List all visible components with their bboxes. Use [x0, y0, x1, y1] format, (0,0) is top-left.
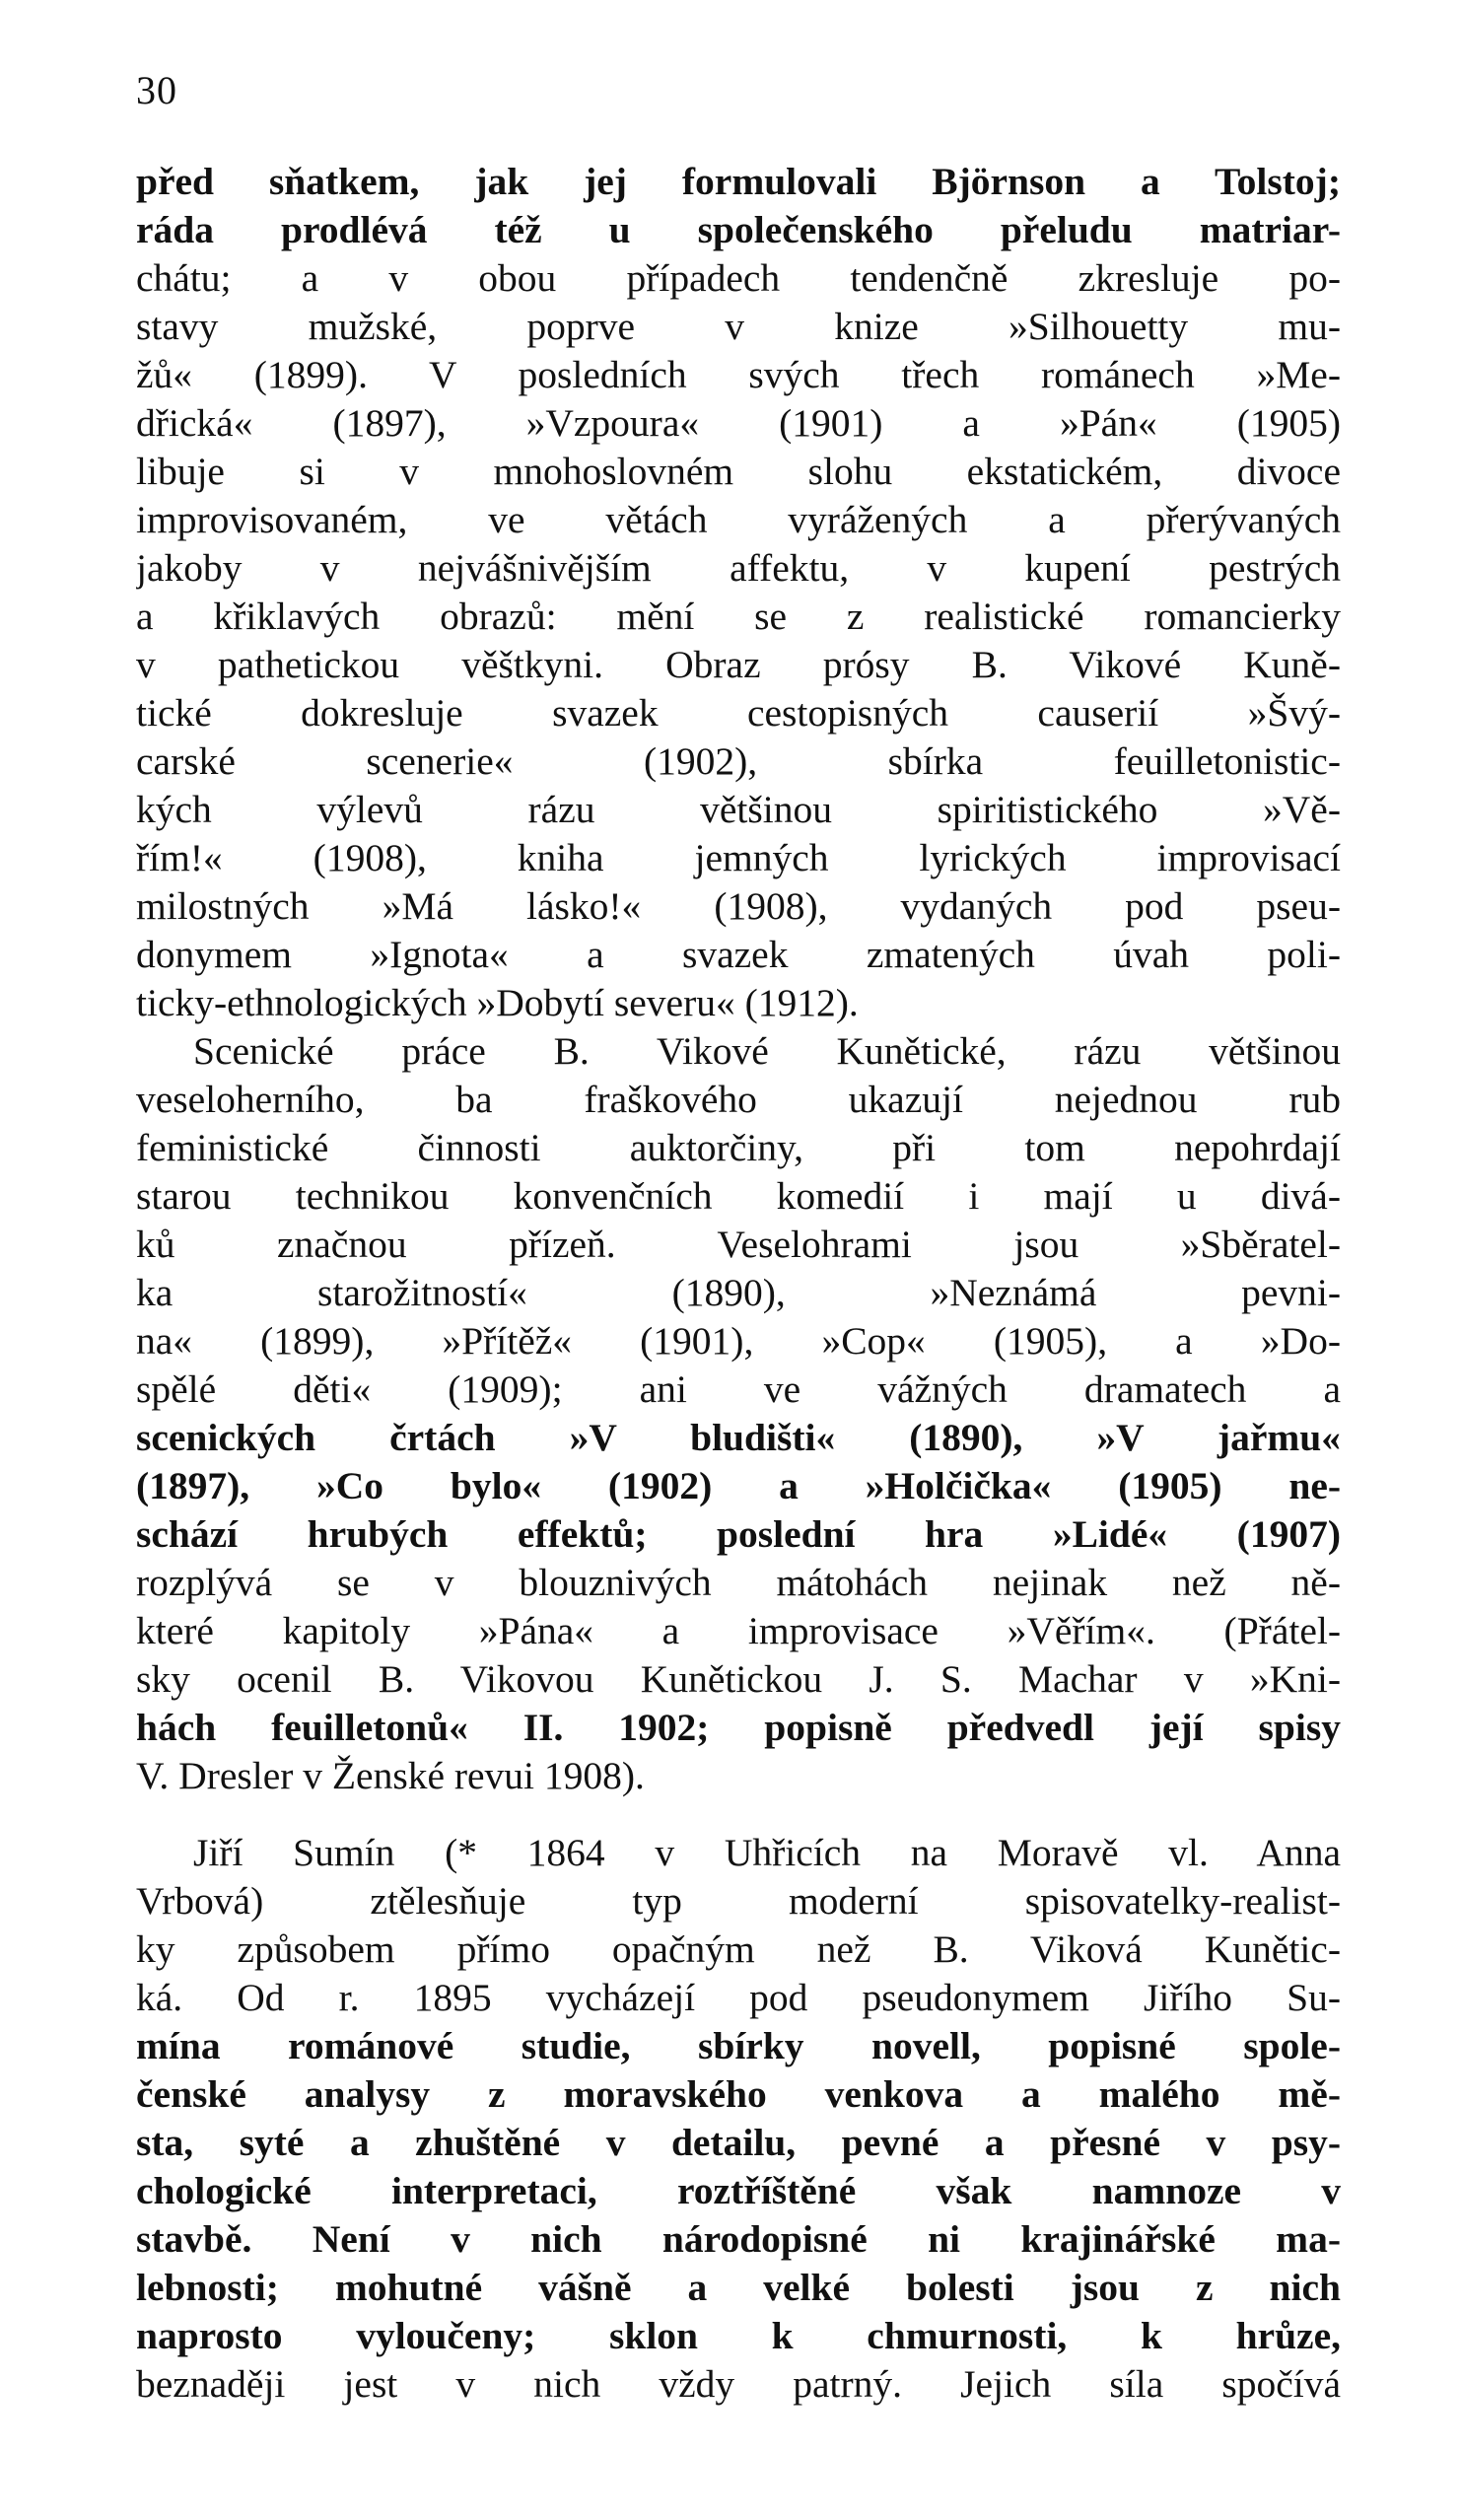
text-line: starou technikou konvenčních komedií i mají u divá-	[136, 1174, 1341, 1218]
text-line: naprosto vyloučeny; sklon k chmurnosti, k hrůze,	[136, 2314, 1341, 2357]
text-line: Jiří Sumín (* 1864 v Uhřicích na Moravě vl. Anna	[193, 1831, 1341, 1874]
text-line: Scenické práce B. Vikové Kunětické, rázu většinou	[193, 1029, 1341, 1073]
text-line: Vrbová) ztělesňuje typ moderní spisovatelky-realist-	[136, 1879, 1341, 1923]
text-line: scenických črtách »V bludišti« (1890), »V jařmu«	[136, 1416, 1341, 1459]
text-line: ticky-ethnologických »Dobytí severu« (1912).	[136, 981, 859, 1024]
text-line: schází hrubých effektů; poslední hra »Lidé« (1907)	[136, 1512, 1341, 1556]
text-line: chologické interpretaci, roztříštěné však namnoze v	[136, 2169, 1341, 2212]
page-number: 30	[136, 68, 177, 112]
text-line: jakoby v nejvášnivějším affektu, v kupení pestrých	[136, 546, 1341, 590]
text-line: improvisovaném, ve větách vyrážených a přerývaných	[136, 498, 1341, 541]
text-line: sta, syté a zhuštěné v detailu, pevné a přesné v psy-	[136, 2121, 1341, 2164]
text-line: (1897), »Co bylo« (1902) a »Holčička« (1905) ne-	[136, 1464, 1341, 1507]
text-line: libuje si v mnohoslovném slohu ekstatickém, divoce	[136, 450, 1341, 493]
text-line: sky ocenil B. Vikovou Kunětickou J. S. Machar v »Kni-	[136, 1657, 1341, 1701]
text-line: žů« (1899). V posledních svých třech románech »Me-	[136, 353, 1341, 396]
text-line: mína románové studie, sbírky novell, popisné spole-	[136, 2024, 1341, 2067]
text-line: veseloherního, ba fraškového ukazují nejednou rub	[136, 1078, 1341, 1121]
text-line: dřická« (1897), »Vzpoura« (1901) a »Pán« (1905)	[136, 401, 1341, 445]
text-line: hách feuilletonů« II. 1902; popisně předvedl její spisy	[136, 1706, 1341, 1749]
text-line: ka starožitností« (1890), »Neznámá pevni-	[136, 1271, 1341, 1314]
text-line: carské scenerie« (1902), sbírka feuilletonistic-	[136, 739, 1341, 783]
text-line: tické dokresluje svazek cestopisných causerií »Švý-	[136, 691, 1341, 735]
text-line: kých výlevů rázu většinou spiritistického »Vě-	[136, 788, 1341, 831]
text-line: které kapitoly »Pána« a improvisace »Věřím«. (Přátel-	[136, 1609, 1341, 1652]
text-line: milostných »Má lásko!« (1908), vydaných pod pseu-	[136, 884, 1341, 928]
text-line: čenské analysy z moravského venkova a malého mě-	[136, 2072, 1341, 2116]
text-line: feministické činnosti auktorčiny, při tom nepohrdají	[136, 1126, 1341, 1169]
text-line: před sňatkem, jak jej formulovali Björnson a Tolstoj;	[136, 160, 1341, 203]
text-line: V. Dresler v Ženské revui 1908).	[136, 1754, 645, 1797]
text-line: stavbě. Není v nich národopisné ni krajinářské ma-	[136, 2217, 1341, 2261]
text-line: ky způsobem přímo opačným než B. Viková Kunětic-	[136, 1927, 1341, 1971]
text-line: lebnosti; mohutné vášně a velké bolesti jsou z nich	[136, 2266, 1341, 2309]
text-line: chátu; a v obou případech tendenčně zkresluje po-	[136, 256, 1341, 300]
text-line: v pathetickou věštkyni. Obraz prósy B. Vikové Kuně-	[136, 643, 1341, 686]
text-line: ká. Od r. 1895 vycházejí pod pseudonymem Jiřího Su-	[136, 1976, 1341, 2019]
text-line: stavy mužské, poprve v knize »Silhouetty mu-	[136, 305, 1341, 348]
text-line: spělé děti« (1909); ani ve vážných dramatech a	[136, 1367, 1341, 1411]
text-line: řím!« (1908), kniha jemných lyrických improvisací	[136, 836, 1341, 879]
text-line: na« (1899), »Přítěž« (1901), »Cop« (1905), a »Do-	[136, 1319, 1341, 1363]
text-line: ráda prodlévá též u společenského přeludu matriar-	[136, 208, 1341, 251]
text-line: beznaději jest v nich vždy patrný. Jejich síla spočívá	[136, 2362, 1341, 2406]
text-line: a křiklavých obrazů: mění se z realistické romancierky	[136, 595, 1341, 638]
text-line: rozplývá se v blouznivých mátohách nejinak než ně-	[136, 1561, 1341, 1604]
text-line: ků značnou přízeň. Veselohrami jsou »Sběratel-	[136, 1223, 1341, 1266]
text-line: donymem »Ignota« a svazek zmatených úvah poli-	[136, 933, 1341, 976]
